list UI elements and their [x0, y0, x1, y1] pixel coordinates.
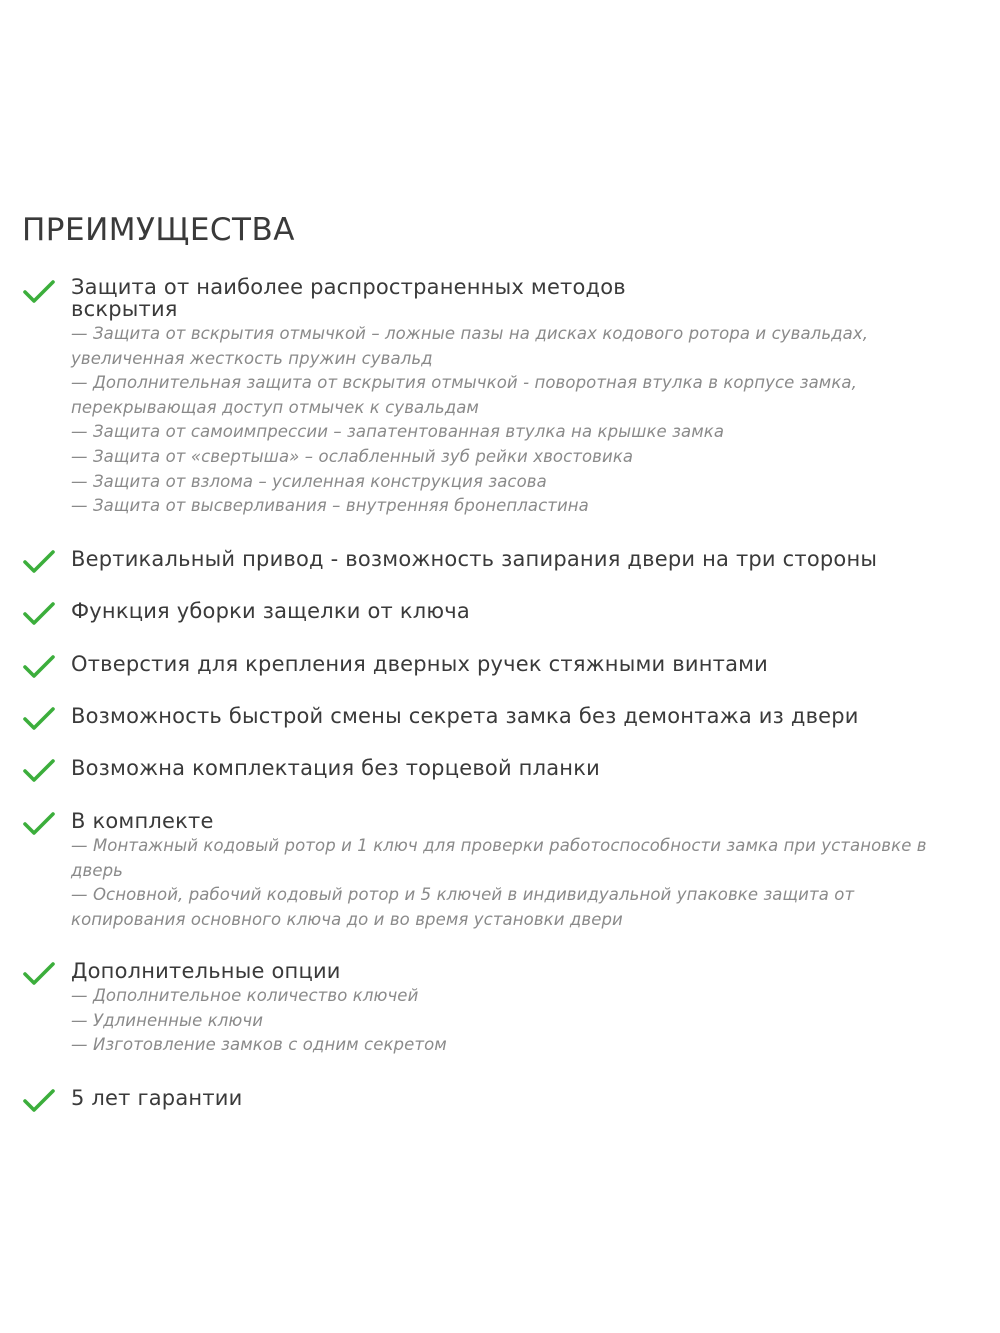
detail-line: — Защита от «свертыша» – ослабленный зуб рейки хвостовика [71, 446, 634, 466]
detail-line: — Защита от взлома – усиленная конструкция засова [71, 471, 547, 491]
item-title: В комплекте [71, 809, 214, 833]
item-title: Возможность быстрой смены секрета замка без демонтажа из двери [71, 704, 859, 728]
check-icon [22, 278, 56, 306]
check-icon [22, 810, 56, 838]
detail-line: — Защита от высверливания – внутренняя бронепластина [71, 496, 589, 516]
item-title: Возможна комплектация без торцевой планки [71, 756, 600, 780]
item-title: Дополнительные опции [71, 959, 341, 983]
check-icon [22, 960, 56, 988]
detail-line: — Изготовление замков с одним секретом [71, 1035, 447, 1055]
check-icon [22, 600, 56, 628]
item-title: Отверстия для крепления дверных ручек стяжными винтами [71, 652, 769, 676]
item-title: Защита от наиболее распространенных методов вскрытия [71, 275, 626, 321]
item-details [71, 834, 961, 932]
check-icon [22, 548, 56, 576]
detail-line: — Дополнительная защита от вскрытия отмычкой - поворотная втулка в корпусе замка, перекрывающая доступ отмычек к сувальдам [71, 373, 857, 417]
detail-line: — Дополнительное количество ключей [71, 986, 419, 1005]
detail-line: — Монтажный кодовый ротор и 1 ключ для проверки работоспособности замка при установке в дверь [71, 836, 927, 880]
item-title: 5 лет гарантии [71, 1086, 243, 1110]
check-icon [22, 653, 56, 681]
detail-line: — Защита от вскрытия отмычкой – ложные пазы на дисках кодового ротора и сувальдах, увеличенная жесткость пружин сувальд [71, 324, 869, 368]
check-icon [22, 1087, 56, 1115]
item-title: Вертикальный привод - возможность запирания двери на три стороны [71, 547, 878, 571]
detail-line: — Защита от самоимпрессии – запатентованная втулка на крышке замка [71, 422, 725, 442]
check-icon [22, 705, 56, 733]
detail-line: — Основной, рабочий кодовый ротор и 5 ключей в индивидуальной упаковке защита от копирования основного ключа до и во время установки двери [71, 885, 855, 929]
item-details [71, 984, 961, 1058]
page-title: ПРЕИМУЩЕСТВА [22, 212, 295, 248]
detail-line: — Удлиненные ключи [71, 1010, 264, 1030]
item-details [71, 322, 961, 519]
item-title: Функция уборки защелки от ключа [71, 599, 470, 623]
check-icon [22, 757, 56, 785]
